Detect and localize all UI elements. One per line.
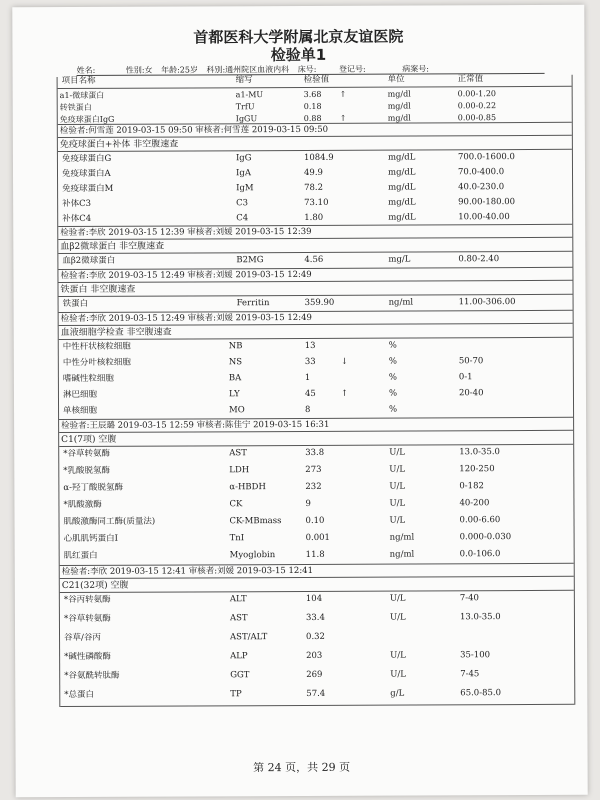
item-name: 免疫球蛋白M xyxy=(62,183,114,195)
item-unit: U/L xyxy=(390,669,406,680)
item-abbr: Myoglobin xyxy=(229,550,276,561)
item-value: 3.68 xyxy=(303,89,322,99)
report-paper xyxy=(12,5,587,797)
item-abbr: BA xyxy=(228,373,242,384)
item-unit: mg/dl xyxy=(387,101,411,111)
item-unit: % xyxy=(388,388,398,399)
item-abbr: IgG xyxy=(235,153,252,164)
item-value: 33 xyxy=(304,356,316,367)
item-value: 1.80 xyxy=(304,212,324,223)
table-row xyxy=(60,648,574,669)
info-age: 年龄:25岁 xyxy=(161,65,198,75)
header-value: 检验值 xyxy=(303,74,330,85)
item-range: 70.0-400.0 xyxy=(457,167,505,178)
item-unit: U/L xyxy=(389,464,405,475)
item-range: 50-70 xyxy=(458,356,484,367)
item-name: 血β2微球蛋白 xyxy=(62,255,116,267)
results-table xyxy=(57,75,576,707)
item-value: 33.8 xyxy=(305,447,325,458)
item-abbr: C3 xyxy=(236,198,249,209)
item-unit: U/L xyxy=(389,515,406,526)
section-title: C21(32项) 空腹 xyxy=(60,577,574,593)
item-value: 1084.9 xyxy=(303,152,334,163)
item-name: 单核细胞 xyxy=(63,405,98,417)
item-value: 0.10 xyxy=(305,515,325,526)
item-range: 0.000-0.030 xyxy=(459,532,512,543)
header-unit: 单位 xyxy=(387,74,405,85)
info-dept: 科别:通州院区血液内科 xyxy=(206,65,290,75)
signoff-line: 检验者:李欣 2019-03-15 12:41 审核者:刘媛 2019-03-15 12:41 xyxy=(60,564,574,579)
item-range: 11.00-306.00 xyxy=(458,297,516,308)
item-unit: g/L xyxy=(390,688,405,699)
item-unit: U/L xyxy=(389,481,406,492)
abnormal-flag: ↑ xyxy=(339,113,347,123)
signoff-line: 检验者:王辰璐 2019-03-15 12:59 审核者:陈佳宁 2019-03-15 16:31 xyxy=(59,418,573,433)
table-row xyxy=(60,591,574,612)
item-unit: % xyxy=(388,356,397,367)
item-unit: % xyxy=(388,340,397,351)
section-title: 铁蛋白 非空腹速查 xyxy=(58,281,572,297)
item-unit: U/L xyxy=(390,650,406,661)
item-range: 40-200 xyxy=(459,498,490,509)
item-name: 肌红蛋白 xyxy=(63,550,98,562)
abnormal-flag: ↓ xyxy=(340,356,348,367)
item-range: 13.0-35.0 xyxy=(459,612,501,623)
item-abbr: AST xyxy=(229,448,247,459)
signoff-line: 检验者:李欣 2019-03-15 12:49 审核者:刘媛 2019-03-15 12:49 xyxy=(58,268,572,283)
item-range: 90.00-180.00 xyxy=(458,197,516,208)
hospital-name: 首都医科大学附属北京友谊医院 xyxy=(193,27,404,47)
item-value: 8 xyxy=(305,404,311,415)
item-name: *谷氨酰转肽酶 xyxy=(64,670,120,682)
item-abbr: a1-MU xyxy=(235,90,264,100)
item-range: 0.00-0.85 xyxy=(457,113,497,123)
item-unit: mg/dL xyxy=(387,152,416,163)
item-unit: mg/dL xyxy=(388,212,416,223)
item-unit: U/L xyxy=(389,447,405,458)
item-unit: U/L xyxy=(389,612,406,623)
item-abbr: GGT xyxy=(230,670,250,681)
item-name: *谷草转氨酶 xyxy=(63,613,111,625)
item-range: 7-40 xyxy=(459,593,479,604)
item-value: 359.90 xyxy=(304,297,335,308)
item-unit: ng/ml xyxy=(389,532,415,543)
item-value: 9 xyxy=(305,498,311,509)
item-abbr: ALP xyxy=(230,651,248,662)
item-name: α-羟丁酸脱氢酶 xyxy=(63,482,124,494)
item-abbr: B2MG xyxy=(236,255,264,266)
item-name: 中性分叶核粒细胞 xyxy=(62,357,131,369)
item-name: *乳酸脱氢酶 xyxy=(63,465,111,477)
item-abbr: MO xyxy=(229,405,245,416)
section-title: 血β2微球蛋白 非空腹速查 xyxy=(58,238,572,254)
item-range: 0.80-2.40 xyxy=(458,254,500,265)
item-unit: % xyxy=(389,404,398,415)
item-abbr: ALT xyxy=(229,594,247,605)
item-value: 0.001 xyxy=(305,532,330,543)
item-unit: ng/ml xyxy=(388,297,414,308)
item-value: 45 xyxy=(304,388,316,399)
item-name: 免疫球蛋白IgG xyxy=(59,114,115,125)
page-number: 第 24 页，共 29 页 xyxy=(253,760,351,775)
item-value: 57.4 xyxy=(306,688,326,699)
item-unit: mg/dl xyxy=(387,113,411,123)
table-row xyxy=(60,667,574,688)
item-name: 淋巴细胞 xyxy=(62,389,98,401)
item-name: a1-微球蛋白 xyxy=(59,90,105,101)
item-unit: mg/L xyxy=(388,254,411,265)
item-name: 心肌肌钙蛋白I xyxy=(63,533,118,545)
item-value: 232 xyxy=(305,481,322,492)
item-value: 269 xyxy=(306,669,323,680)
item-abbr: IgM xyxy=(236,183,254,194)
item-unit: U/L xyxy=(389,593,406,604)
item-range: 0.00-0.22 xyxy=(457,101,497,111)
section-title: 血液细胞学检查 非空腹速查 xyxy=(59,324,573,340)
item-range: 65.0-85.0 xyxy=(460,688,502,699)
item-value: 13 xyxy=(304,340,316,351)
item-name: 免疫球蛋白A xyxy=(61,168,111,180)
table-row xyxy=(60,686,574,707)
info-sex: 性别:女 xyxy=(125,65,153,75)
item-name: 补体C3 xyxy=(62,198,92,210)
item-value: 0.32 xyxy=(306,631,325,642)
item-range: 0-1 xyxy=(458,372,473,383)
item-value: 104 xyxy=(305,593,323,604)
section-title: C1(7项) 空腹 xyxy=(59,431,573,447)
item-range: 120-250 xyxy=(459,464,495,475)
item-range: 7-45 xyxy=(460,669,480,680)
item-range: 0.0-106.0 xyxy=(459,549,501,560)
item-value: 0.88 xyxy=(303,113,322,123)
signoff-line: 检验者:何雪莲 2019-03-15 09:50 审核者:何雪莲 2019-03-15 09:50 xyxy=(58,123,572,138)
info-case: 病案号: xyxy=(402,64,429,74)
item-value: 78.2 xyxy=(304,182,324,193)
info-reg: 登记号: xyxy=(338,64,366,74)
item-abbr: NS xyxy=(228,357,243,368)
table-row xyxy=(60,629,574,650)
item-range: 13.0-35.0 xyxy=(459,447,500,458)
item-name: *肌酸激酶 xyxy=(63,499,102,511)
item-name: 铁蛋白 xyxy=(62,298,89,310)
abnormal-flag: ↑ xyxy=(339,89,347,99)
abnormal-flag: ↑ xyxy=(340,388,349,399)
header-range: 正常值 xyxy=(457,74,484,85)
info-bed: 床号: xyxy=(297,64,317,75)
item-value: 33.4 xyxy=(305,612,325,623)
item-range: 0-182 xyxy=(459,481,484,492)
item-name: 谷草/谷丙 xyxy=(64,632,101,644)
form-title: 检验单1 xyxy=(270,45,327,65)
item-abbr: TrfU xyxy=(235,102,255,112)
item-abbr: NB xyxy=(228,341,243,352)
signoff-line: 检验者:李欣 2019-03-15 12:39 审核者:刘媛 2019-03-15 12:39 xyxy=(58,225,572,240)
item-name: 嗜碱性粒细胞 xyxy=(62,373,114,385)
item-value: 11.8 xyxy=(305,549,325,560)
item-value: 73.10 xyxy=(304,197,329,208)
item-unit: mg/dL xyxy=(388,182,416,193)
item-abbr: C4 xyxy=(236,213,249,224)
item-name: 补体C4 xyxy=(62,213,92,225)
item-abbr: IgA xyxy=(235,168,251,179)
item-value: 1 xyxy=(304,372,311,383)
table-row xyxy=(60,610,574,631)
item-range: 20-40 xyxy=(458,388,484,399)
item-abbr: Ferritin xyxy=(236,298,270,309)
item-abbr: α-HBDH xyxy=(229,482,266,493)
item-name: *谷丙转氨酶 xyxy=(63,594,111,606)
item-unit: mg/dL xyxy=(388,197,416,208)
item-abbr: AST/ALT xyxy=(230,632,268,643)
item-name: 中性杆状核粒细胞 xyxy=(62,341,131,353)
info-name: 姓名: xyxy=(76,65,96,75)
item-range: 0.00-6.60 xyxy=(459,515,501,526)
item-value: 273 xyxy=(305,464,322,475)
signoff-line: 检验者:李欣 2019-03-15 12:49 审核者:刘媛 2019-03-15 12:49 xyxy=(59,311,573,326)
item-value: 203 xyxy=(306,650,323,661)
header-abbr: 缩写 xyxy=(235,75,253,86)
item-range: 35-100 xyxy=(460,650,491,661)
item-abbr: IgGU xyxy=(235,114,258,124)
item-abbr: TP xyxy=(230,689,242,700)
item-name: *总蛋白 xyxy=(64,689,95,701)
item-name: 转铁蛋白 xyxy=(59,102,92,113)
item-value: 4.56 xyxy=(304,254,324,265)
section-title: 免疫球蛋白+补体 非空腹速查 xyxy=(58,136,572,152)
item-abbr: AST xyxy=(229,613,248,624)
item-unit: U/L xyxy=(389,498,406,509)
item-unit: mg/dl xyxy=(387,89,411,99)
item-value: 0.18 xyxy=(303,101,322,111)
item-abbr: TnI xyxy=(229,533,245,544)
item-name: *碱性磷酸酶 xyxy=(64,651,111,663)
item-unit: % xyxy=(388,372,397,383)
item-range: 700.0-1600.0 xyxy=(457,152,515,163)
item-range: 10.00-40.00 xyxy=(458,212,510,223)
item-name: *谷草转氨酶 xyxy=(63,448,111,460)
item-abbr: CK xyxy=(229,499,243,510)
item-range: 40.0-230.0 xyxy=(458,182,505,193)
item-name: 免疫球蛋白G xyxy=(61,153,112,165)
item-name: 肌酸激酶同工酶(质量法) xyxy=(63,516,156,528)
item-abbr: LY xyxy=(228,389,240,400)
item-range: 0.00-1.20 xyxy=(457,89,497,99)
item-abbr: CK-MBmass xyxy=(229,516,282,527)
item-unit: ng/ml xyxy=(389,549,415,560)
item-abbr: LDH xyxy=(229,465,250,476)
item-unit: mg/dL xyxy=(387,167,416,178)
item-value: 49.9 xyxy=(303,167,323,178)
header-item: 项目名称 xyxy=(61,75,96,87)
